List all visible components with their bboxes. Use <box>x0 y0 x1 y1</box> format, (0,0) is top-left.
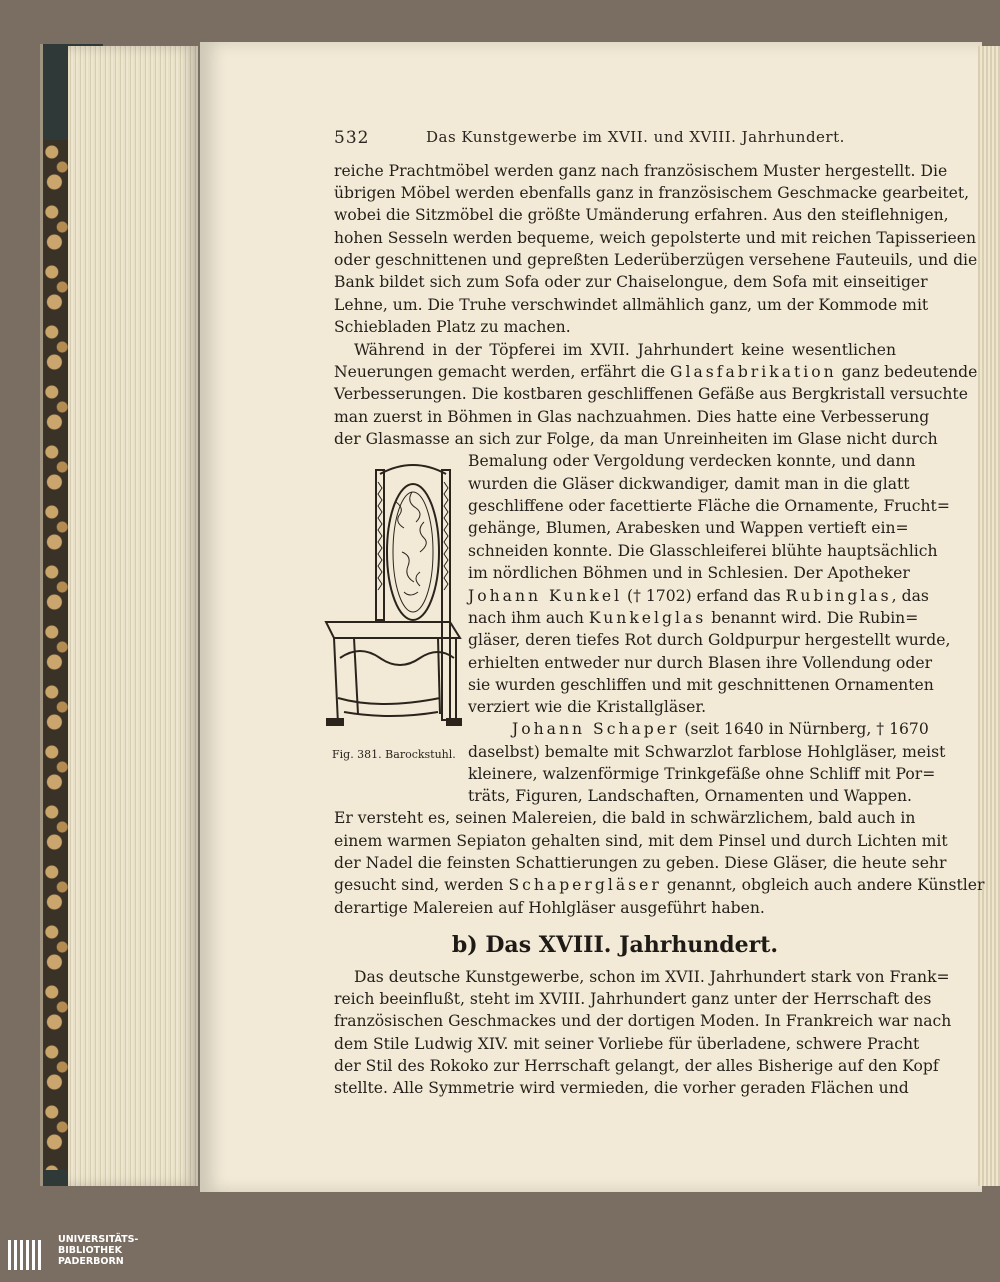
text-line: französischen Geschmackes und der dortigen Moden. In Frankreich war nach <box>334 1012 952 1030</box>
text-line <box>468 608 919 630</box>
text-line: daselbst) bemalte mit Schwarzlot farblose Hohlgläser, meist <box>468 743 946 761</box>
text-line: oder geschnittenen und gepreßten Lederüberzügen versehene Fauteuils, und die <box>334 251 978 269</box>
emphasis: Glasfabrikation <box>670 363 837 381</box>
text-line: träts, Figuren, Landschaften, Ornamenten und Wappen. <box>468 787 912 805</box>
text-line: Verbesserungen. Die kostbaren geschliffenen Gefäße aus Bergkristall versuchte <box>334 385 968 403</box>
text-line: reich beeinflußt, steht im XVIII. Jahrhundert ganz unter der Herrschaft des <box>334 990 932 1008</box>
page-number: 532 <box>334 128 370 148</box>
text-line: verziert wie die Kristallgläser. <box>468 698 707 716</box>
text-line: Bemalung oder Vergoldung verdecken konnte, und dann <box>468 452 916 470</box>
text-run: nach ihm auch <box>468 609 589 627</box>
text-line <box>334 362 978 384</box>
text-line: wobei die Sitzmöbel die größte Umänderung erfahren. Aus den steiflehnigen, <box>334 206 949 224</box>
text-line: Schiebladen Platz zu machen. <box>334 318 571 336</box>
text-line: derartige Malereien auf Hohlgläser ausgeführt haben. <box>334 899 765 917</box>
text-line: im nördlichen Böhmen und in Schlesien. Der Apotheker <box>468 564 910 582</box>
text-line <box>468 586 929 608</box>
text-run: benannt wird. Die Rubin= <box>706 609 919 627</box>
text-line: sie wurden geschliffen und mit geschnittenen Ornamenten <box>468 676 934 694</box>
left-page-edges <box>68 46 198 1186</box>
library-logo-line: UNIVERSITÄTS- <box>58 1234 139 1245</box>
library-logo-text <box>58 1234 138 1267</box>
text-line: schneiden konnte. Die Glasschleiferei blühte hauptsächlich <box>468 542 938 560</box>
library-logo-line: PADERBORN <box>58 1256 124 1267</box>
text-line: Während in der Töpferei im XVII. Jahrhundert keine wesentlichen <box>354 341 896 359</box>
page-header <box>334 128 896 154</box>
library-logo-line: BIBLIOTHEK <box>58 1245 122 1256</box>
text-line: Bank bildet sich zum Sofa oder zur Chaiselongue, dem Sofa mit einseitiger <box>334 273 928 291</box>
emphasis: Johann Schaper <box>512 720 680 738</box>
text-line: hohen Sesseln werden bequeme, weich gepolsterte und mit reichen Tapisserieen <box>334 229 977 247</box>
text-line: einem warmen Sepiaton gehalten sind, mit dem Pinsel und durch Lichten mit <box>334 832 948 850</box>
text-line: dem Stile Ludwig XIV. mit seiner Vorliebe für überladene, schwere Pracht <box>334 1035 920 1053</box>
text-line: gläser, deren tiefes Rot durch Goldpurpur hergestellt wurde, <box>468 631 951 649</box>
marbled-cover-edge <box>44 140 70 1170</box>
text-line <box>334 875 985 897</box>
library-logo <box>6 1230 166 1276</box>
chair-drawing <box>320 462 466 742</box>
running-head: Das Kunstgewerbe im XVII. und XVIII. Jahrhundert. <box>426 128 845 146</box>
text-line: kleinere, walzenförmige Trinkgefäße ohne Schliff mit Por= <box>468 765 936 783</box>
emphasis: Kunkelglas <box>588 609 707 627</box>
text-line: Lehne, um. Die Truhe verschwindet allmählich ganz, um der Kommode mit <box>334 296 929 314</box>
text-line: übrigen Möbel werden ebenfalls ganz in französischem Geschmacke gearbeitet, <box>334 184 970 202</box>
emphasis: Johann Kunkel <box>468 587 623 605</box>
library-logo-mark-icon <box>6 1234 48 1274</box>
text-line: stellte. Alle Symmetrie wird vermieden, die vorher geraden Flächen und <box>334 1079 909 1097</box>
text-run: genannt, obgleich auch andere Künstler <box>661 876 985 894</box>
text-line: Er versteht es, seinen Malereien, die bald in schwärzlichem, bald auch in <box>334 809 916 827</box>
text-line: der Glasmasse an sich zur Folge, da man Unreinheiten im Glase nicht durch <box>334 430 938 448</box>
text-line: man zuerst in Böhmen in Glas nachzuahmen. Dies hatte eine Verbesserung <box>334 408 930 426</box>
text-line <box>512 719 929 741</box>
text-line: der Nadel die feinsten Schattierungen zu geben. Diese Gläser, die heute sehr <box>334 854 947 872</box>
text-run: Neuerungen gemacht werden, erfährt die <box>334 363 671 381</box>
text-run: , das <box>891 587 929 605</box>
text-run: (seit 1640 in Nürnberg, † 1670 <box>679 720 929 738</box>
text-line: Das deutsche Kunstgewerbe, schon im XVII. Jahrhundert stark von Frank= <box>354 968 950 986</box>
baroque-chair-illustration <box>320 462 466 742</box>
text-line: geschliffene oder facettierte Fläche die Ornamente, Frucht= <box>468 497 950 515</box>
text-line: reiche Prachtmöbel werden ganz nach französischem Muster hergestellt. Die <box>334 162 948 180</box>
text-line: erhielten entweder nur durch Blasen ihre Vollendung oder <box>468 654 933 672</box>
text-run: gesucht sind, werden <box>334 876 509 894</box>
text-line: der Stil des Rokoko zur Herrschaft gelangt, der alles Bisherige auf den Kopf <box>334 1057 939 1075</box>
text-run: ganz bedeutende <box>836 363 978 381</box>
text-run: († 1702) erfand das <box>622 587 786 605</box>
section-heading: b) Das XVIII. Jahrhundert. <box>451 932 779 958</box>
emphasis: Schapergläser <box>508 876 662 894</box>
emphasis: Rubinglas <box>785 587 892 605</box>
text-line: wurden die Gläser dickwandiger, damit man in die glatt <box>468 475 910 493</box>
right-page-edges <box>978 46 1000 1186</box>
text-line: gehänge, Blumen, Arabesken und Wappen vertieft ein= <box>468 519 909 537</box>
figure-caption: Fig. 381. Barockstuhl. <box>332 748 456 761</box>
